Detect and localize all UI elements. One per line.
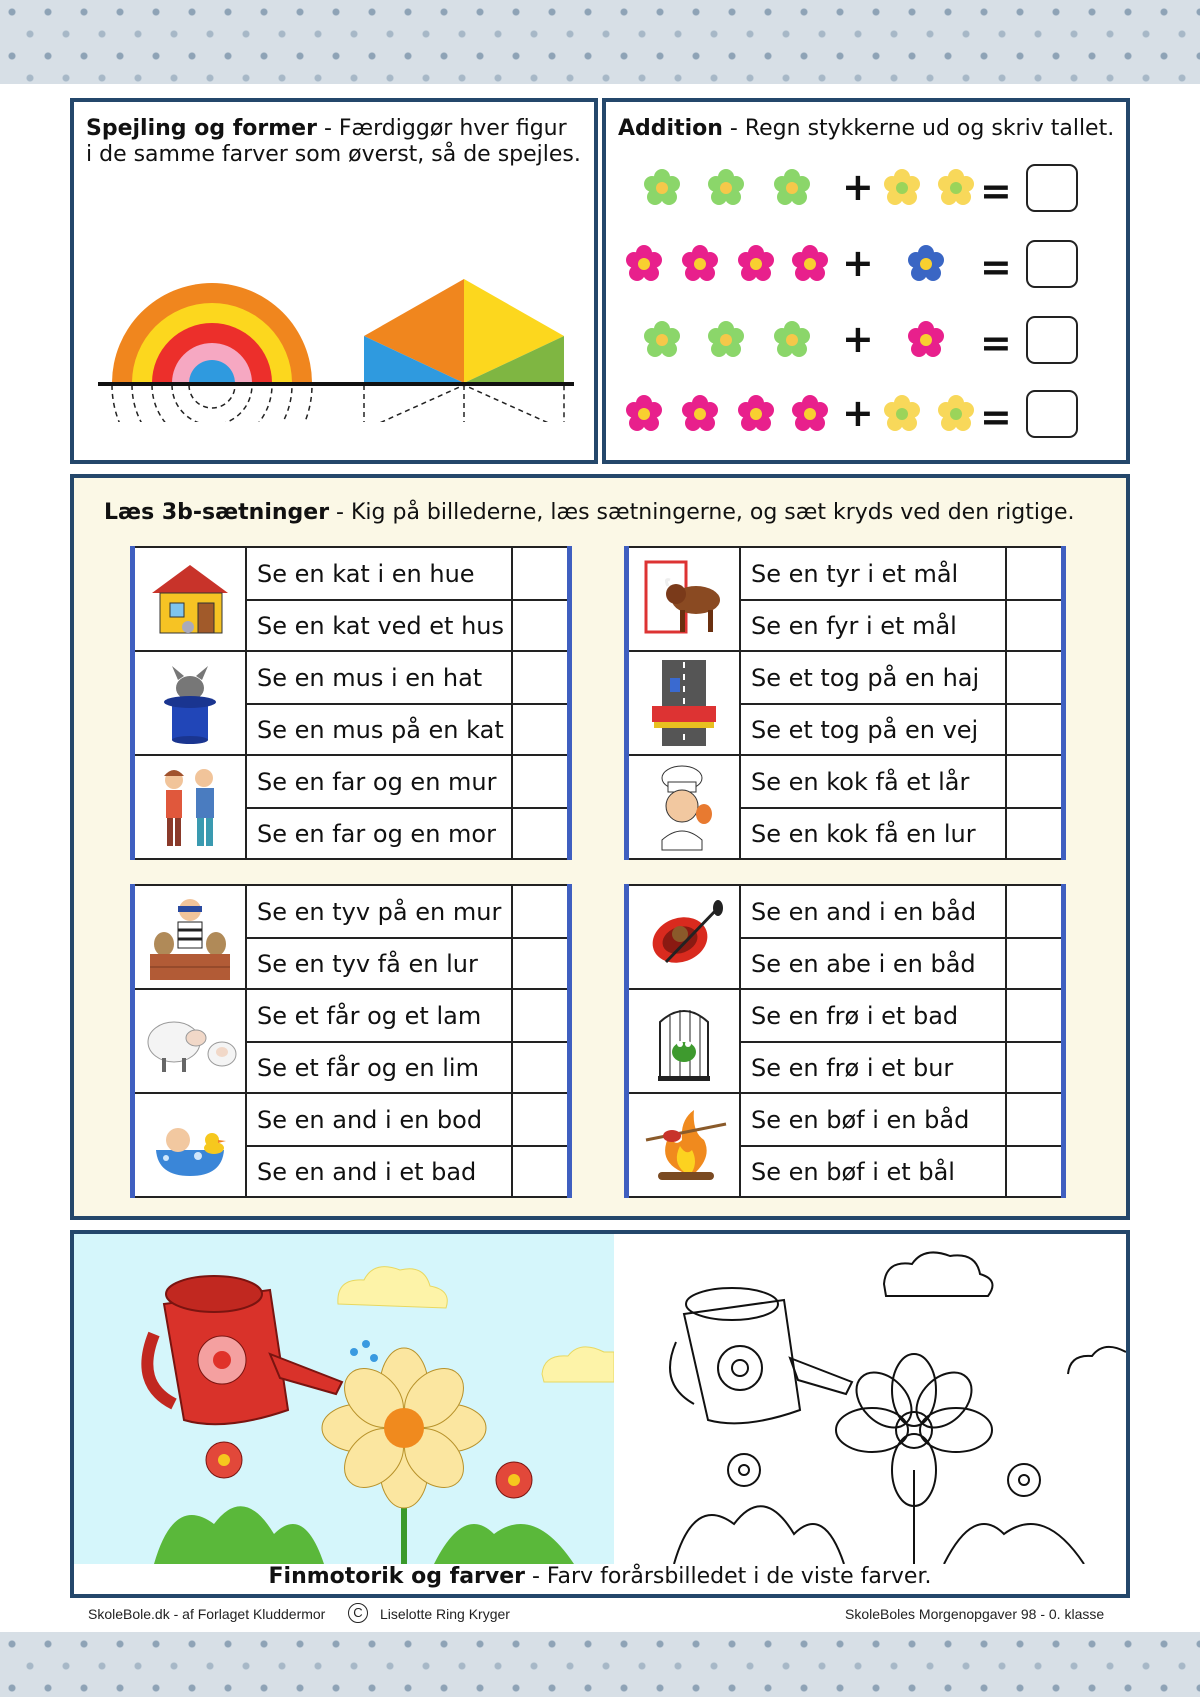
sentence-text: Se en kok få en lur xyxy=(751,819,976,848)
reading-group xyxy=(629,884,1061,988)
sentence-text: Se et får og et lam xyxy=(257,1001,482,1030)
spejling-title xyxy=(86,116,581,168)
spring-picture-colored xyxy=(74,1234,614,1564)
sentence-text: Se en mus på en kat xyxy=(257,715,504,744)
reading-group xyxy=(135,546,567,650)
sheep-lamb-icon xyxy=(135,990,247,1092)
sentence-text: Se en frø i et bur xyxy=(751,1053,954,1082)
reading-group xyxy=(135,754,567,860)
spring-picture-outline xyxy=(614,1234,1126,1564)
decorative-bottom-band xyxy=(0,1632,1200,1697)
check-box[interactable] xyxy=(511,809,567,858)
check-box[interactable] xyxy=(511,1043,567,1092)
family-icon xyxy=(135,756,247,858)
check-box[interactable] xyxy=(1005,886,1061,937)
reading-table-1 xyxy=(130,546,572,860)
thief-wall-icon xyxy=(135,886,247,988)
rainbow-dashed-outline xyxy=(112,385,312,422)
footer-author: Liselotte Ring Kryger xyxy=(380,1606,510,1622)
equals-sign-2: = xyxy=(980,245,1012,289)
check-box[interactable] xyxy=(511,756,567,807)
sentence-text: Se en abe i en båd xyxy=(751,949,976,978)
equals-sign-4: = xyxy=(980,395,1012,439)
plus-sign-1: + xyxy=(842,165,874,209)
answer-box-1[interactable] xyxy=(1026,164,1078,212)
check-box[interactable] xyxy=(1005,756,1061,807)
footer-series: SkoleBoles Morgenopgaver 98 - 0. klasse xyxy=(845,1606,1105,1622)
check-box[interactable] xyxy=(1005,1043,1061,1092)
addition-title-rest: - Regn stykkerne ud og skriv tallet. xyxy=(722,116,1115,141)
check-box[interactable] xyxy=(511,886,567,937)
sentence-text: Se en mus i en hat xyxy=(257,663,483,692)
check-box[interactable] xyxy=(511,990,567,1041)
reading-table-3 xyxy=(130,884,572,1198)
reading-title xyxy=(104,500,1075,526)
check-box[interactable] xyxy=(511,601,567,650)
sentence-text: Se en and i en båd xyxy=(751,897,977,926)
finmotorik-title-bold: Finmotorik og farver xyxy=(268,1564,525,1589)
sentence-text: Se en and i en bod xyxy=(257,1105,483,1134)
house-cat-icon xyxy=(135,548,247,650)
check-box[interactable] xyxy=(1005,548,1061,599)
check-box[interactable] xyxy=(511,705,567,754)
plus-sign-4: + xyxy=(842,391,874,435)
answer-box-2[interactable] xyxy=(1026,240,1078,288)
finmotorik-title-rest: - Farv forårsbilledet i de viste farver. xyxy=(525,1564,932,1589)
check-box[interactable] xyxy=(1005,652,1061,703)
reading-group xyxy=(629,546,1061,650)
equals-sign-1: = xyxy=(980,169,1012,213)
check-box[interactable] xyxy=(1005,990,1061,1041)
reading-group xyxy=(135,884,567,988)
reading-table-2 xyxy=(624,546,1066,860)
check-box[interactable] xyxy=(1005,1094,1061,1145)
sentence-text: Se et tog på en haj xyxy=(751,663,980,692)
check-box[interactable] xyxy=(1005,705,1061,754)
plus-sign-2: + xyxy=(842,241,874,285)
sentence-text: Se en tyv på en mur xyxy=(257,897,502,926)
sentence-text: Se en fyr i et mål xyxy=(751,611,957,640)
spejling-title-line2: i de samme farver som øverst, så de spejles. xyxy=(86,142,581,167)
sentence-text: Se en bøf i en båd xyxy=(751,1105,970,1134)
reading-group xyxy=(135,1092,567,1198)
reading-title-bold: Læs 3b-sætninger xyxy=(104,500,330,525)
reading-group xyxy=(629,1092,1061,1198)
sentence-text: Se en kat i en hue xyxy=(257,559,475,588)
reading-group xyxy=(629,988,1061,1092)
sentence-text: Se en far og en mur xyxy=(257,767,497,796)
footer-publisher: SkoleBole.dk - af Forlaget Kluddermor xyxy=(88,1606,326,1622)
reading-group xyxy=(135,650,567,754)
spejling-panel xyxy=(70,98,598,464)
check-box[interactable] xyxy=(511,652,567,703)
reading-table-4 xyxy=(624,884,1066,1198)
mirror-shapes-figure xyxy=(74,182,594,422)
check-box[interactable] xyxy=(1005,939,1061,988)
answer-box-4[interactable] xyxy=(1026,390,1078,438)
campfire-icon xyxy=(629,1094,741,1196)
decorative-top-band xyxy=(0,0,1200,84)
sentence-text: Se et får og en lim xyxy=(257,1053,479,1082)
reading-group xyxy=(629,650,1061,754)
hexagon-shape xyxy=(364,279,564,383)
addition-title-bold: Addition xyxy=(618,116,723,141)
spejling-title-bold: Spejling og former xyxy=(86,116,317,141)
finmotorik-caption xyxy=(74,1564,1126,1589)
reading-group xyxy=(135,988,567,1092)
rainbow-shape xyxy=(112,283,312,383)
check-box[interactable] xyxy=(1005,1147,1061,1196)
frog-cage-icon xyxy=(629,990,741,1092)
check-box[interactable] xyxy=(1005,809,1061,858)
bull-goal-icon xyxy=(629,548,741,650)
road-train-icon xyxy=(629,652,741,754)
sentence-text: Se en tyr i et mål xyxy=(751,559,959,588)
sentence-text: Se en frø i et bad xyxy=(751,1001,959,1030)
sentence-text: Se et tog på en vej xyxy=(751,715,979,744)
sentence-text: Se en kok få et lår xyxy=(751,767,970,796)
plus-sign-3: + xyxy=(842,317,874,361)
finmotorik-panel xyxy=(70,1230,1130,1598)
equals-sign-3: = xyxy=(980,321,1012,365)
chef-icon xyxy=(629,756,741,858)
monkey-boat-icon xyxy=(629,886,741,988)
reading-title-rest: - Kig på billederne, læs sætningerne, og sæt kryds ved den rigtige. xyxy=(329,500,1075,525)
spejling-title-rest: - Færdiggør hver figur xyxy=(316,116,567,141)
sentence-text: Se en far og en mor xyxy=(257,819,496,848)
mouse-hat-icon xyxy=(135,652,247,754)
copyright-icon: C xyxy=(348,1603,368,1623)
sentence-text: Se en bøf i et bål xyxy=(751,1157,955,1186)
sentence-text: Se en tyv få en lur xyxy=(257,949,478,978)
addition-panel xyxy=(602,98,1130,464)
check-box[interactable] xyxy=(1005,601,1061,650)
answer-box-3[interactable] xyxy=(1026,316,1078,364)
duck-bath-icon xyxy=(135,1094,247,1196)
check-box[interactable] xyxy=(511,548,567,599)
reading-group xyxy=(629,754,1061,860)
hexagon-dashed-outline xyxy=(364,385,564,422)
check-box[interactable] xyxy=(511,1147,567,1196)
sentence-text: Se en and i et bad xyxy=(257,1157,477,1186)
check-box[interactable] xyxy=(511,1094,567,1145)
reading-panel xyxy=(70,474,1130,1220)
sentence-text: Se en kat ved et hus xyxy=(257,611,505,640)
check-box[interactable] xyxy=(511,939,567,988)
